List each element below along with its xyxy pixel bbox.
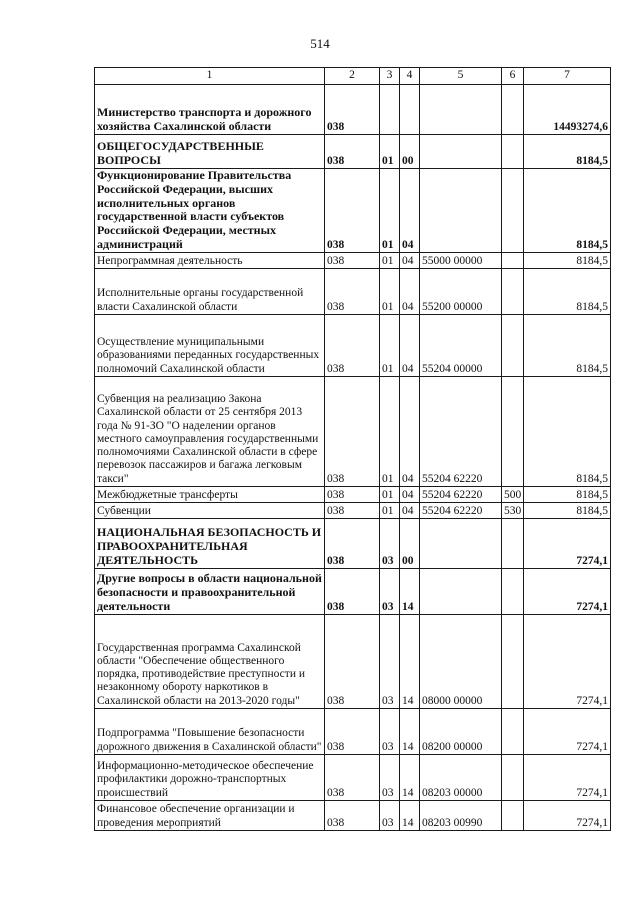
row-pr: 04 bbox=[400, 314, 420, 376]
table-row bbox=[95, 568, 611, 614]
header-col-6: 6 bbox=[502, 68, 524, 85]
row-name: Информационно-методическое обеспечение профилактики дорожно-транспортных происшествий bbox=[95, 754, 325, 800]
row-ved: 038 bbox=[325, 518, 380, 568]
row-vr bbox=[502, 518, 524, 568]
row-sum: 8184,5 bbox=[524, 314, 611, 376]
row-pr: 04 bbox=[400, 169, 420, 253]
table-row bbox=[95, 85, 611, 135]
row-pr: 00 bbox=[400, 135, 420, 169]
row-rz: 03 bbox=[380, 518, 400, 568]
row-sum: 7274,1 bbox=[524, 518, 611, 568]
row-rz: 01 bbox=[380, 135, 400, 169]
row-name: НАЦИОНАЛЬНАЯ БЕЗОПАСНОСТЬ И ПРАВООХРАНИТЕЛЬНАЯ ДЕЯТЕЛЬНОСТЬ bbox=[95, 518, 325, 568]
row-rz: 03 bbox=[380, 800, 400, 830]
row-pr: 14 bbox=[400, 708, 420, 754]
header-col-2: 2 bbox=[325, 68, 380, 85]
row-name: Государственная программа Сахалинской области "Обеспечение общественного порядка, противодействие преступности и незаконному обороту наркотиков в Сахалинской области на 2013-2020 годы" bbox=[95, 614, 325, 708]
row-name: Финансовое обеспечение организации и проведения мероприятий bbox=[95, 800, 325, 830]
row-vr bbox=[502, 614, 524, 708]
row-pr: 14 bbox=[400, 568, 420, 614]
row-vr bbox=[502, 568, 524, 614]
row-vr bbox=[502, 754, 524, 800]
table-row bbox=[95, 800, 611, 830]
row-csr: 55000 00000 bbox=[420, 252, 502, 268]
row-csr: 08203 00000 bbox=[420, 754, 502, 800]
row-sum: 8184,5 bbox=[524, 135, 611, 169]
row-vr bbox=[502, 135, 524, 169]
row-vr bbox=[502, 169, 524, 253]
row-rz: 03 bbox=[380, 614, 400, 708]
row-ved: 038 bbox=[325, 376, 380, 486]
row-rz: 01 bbox=[380, 502, 400, 518]
table-row bbox=[95, 502, 611, 518]
table-row bbox=[95, 754, 611, 800]
row-csr: 55204 62220 bbox=[420, 486, 502, 502]
row-rz: 01 bbox=[380, 252, 400, 268]
page-number: 514 bbox=[310, 36, 330, 51]
row-name: Другие вопросы в области национальной безопасности и правоохранительной деятельности bbox=[95, 568, 325, 614]
header-col-3: 3 bbox=[380, 68, 400, 85]
row-sum: 8184,5 bbox=[524, 252, 611, 268]
row-ved: 038 bbox=[325, 268, 380, 314]
row-vr bbox=[502, 708, 524, 754]
row-rz: 01 bbox=[380, 486, 400, 502]
row-rz: 03 bbox=[380, 708, 400, 754]
row-sum: 8184,5 bbox=[524, 376, 611, 486]
row-csr bbox=[420, 568, 502, 614]
row-sum: 7274,1 bbox=[524, 614, 611, 708]
row-vr bbox=[502, 314, 524, 376]
row-csr bbox=[420, 169, 502, 253]
row-ved: 038 bbox=[325, 314, 380, 376]
table-row bbox=[95, 169, 611, 253]
row-name: Непрограммная деятельность bbox=[95, 252, 325, 268]
row-name: Осуществление муниципальными образованиями переданных государственных полномочий Сахалинской области bbox=[95, 314, 325, 376]
row-rz: 01 bbox=[380, 169, 400, 253]
header-col-5: 5 bbox=[420, 68, 502, 85]
table-row bbox=[95, 135, 611, 169]
row-ved: 038 bbox=[325, 252, 380, 268]
row-pr bbox=[400, 85, 420, 135]
row-csr: 55204 00000 bbox=[420, 314, 502, 376]
row-ved: 038 bbox=[325, 754, 380, 800]
row-ved: 038 bbox=[325, 568, 380, 614]
row-ved: 038 bbox=[325, 708, 380, 754]
table-row bbox=[95, 252, 611, 268]
row-ved: 038 bbox=[325, 85, 380, 135]
row-vr: 530 bbox=[502, 502, 524, 518]
table-row bbox=[95, 708, 611, 754]
row-ved: 038 bbox=[325, 614, 380, 708]
table-row bbox=[95, 376, 611, 486]
row-name: Подпрограмма "Повышение безопасности дорожного движения в Сахалинской области" bbox=[95, 708, 325, 754]
row-pr: 04 bbox=[400, 376, 420, 486]
row-sum: 8184,5 bbox=[524, 169, 611, 253]
table-row bbox=[95, 314, 611, 376]
budget-table bbox=[94, 67, 611, 831]
row-csr bbox=[420, 518, 502, 568]
row-vr bbox=[502, 800, 524, 830]
row-rz: 03 bbox=[380, 754, 400, 800]
row-pr: 04 bbox=[400, 486, 420, 502]
row-pr: 14 bbox=[400, 614, 420, 708]
table-row bbox=[95, 268, 611, 314]
row-csr: 55204 62220 bbox=[420, 502, 502, 518]
row-csr bbox=[420, 135, 502, 169]
row-pr: 04 bbox=[400, 502, 420, 518]
header-col-1: 1 bbox=[95, 68, 325, 85]
row-pr: 14 bbox=[400, 800, 420, 830]
row-pr: 04 bbox=[400, 252, 420, 268]
table-row bbox=[95, 518, 611, 568]
row-sum: 8184,5 bbox=[524, 502, 611, 518]
row-name: Субвенции bbox=[95, 502, 325, 518]
row-ved: 038 bbox=[325, 502, 380, 518]
row-sum: 7274,1 bbox=[524, 568, 611, 614]
row-csr: 08000 00000 bbox=[420, 614, 502, 708]
row-sum: 8184,5 bbox=[524, 268, 611, 314]
row-rz: 03 bbox=[380, 568, 400, 614]
row-sum: 14493274,6 bbox=[524, 85, 611, 135]
row-vr bbox=[502, 252, 524, 268]
row-rz: 01 bbox=[380, 268, 400, 314]
header-row bbox=[95, 68, 611, 85]
row-csr: 08200 00000 bbox=[420, 708, 502, 754]
row-csr: 08203 00990 bbox=[420, 800, 502, 830]
row-vr bbox=[502, 376, 524, 486]
row-pr: 00 bbox=[400, 518, 420, 568]
row-vr bbox=[502, 85, 524, 135]
row-name: Субвенция на реализацию Закона Сахалинской области от 25 сентября 2013 года № 91-ЗО "О наделении органов местного самоуправления государственными полномочиями Сахалинской области в сфере перевозок пассажиров и багажа легковым такси" bbox=[95, 376, 325, 486]
row-ved: 038 bbox=[325, 800, 380, 830]
row-vr bbox=[502, 268, 524, 314]
header-col-4: 4 bbox=[400, 68, 420, 85]
row-name: Функционирование Правительства Российской Федерации, высших исполнительных органов государственной власти субъектов Российской Федерации, местных администраций bbox=[95, 169, 325, 253]
header-col-7: 7 bbox=[524, 68, 611, 85]
row-sum: 7274,1 bbox=[524, 708, 611, 754]
row-rz: 01 bbox=[380, 376, 400, 486]
row-pr: 14 bbox=[400, 754, 420, 800]
row-sum: 7274,1 bbox=[524, 800, 611, 830]
row-name: ОБЩЕГОСУДАРСТВЕННЫЕ ВОПРОСЫ bbox=[95, 135, 325, 169]
row-ved: 038 bbox=[325, 135, 380, 169]
table-row bbox=[95, 614, 611, 708]
table-row bbox=[95, 486, 611, 502]
row-csr bbox=[420, 85, 502, 135]
row-vr: 500 bbox=[502, 486, 524, 502]
row-sum: 7274,1 bbox=[524, 754, 611, 800]
row-name: Межбюджетные трансферты bbox=[95, 486, 325, 502]
row-rz: 01 bbox=[380, 314, 400, 376]
row-sum: 8184,5 bbox=[524, 486, 611, 502]
row-csr: 55204 62220 bbox=[420, 376, 502, 486]
row-pr: 04 bbox=[400, 268, 420, 314]
row-ved: 038 bbox=[325, 486, 380, 502]
row-name: Министерство транспорта и дорожного хозяйства Сахалинской области bbox=[95, 85, 325, 135]
row-csr: 55200 00000 bbox=[420, 268, 502, 314]
row-ved: 038 bbox=[325, 169, 380, 253]
row-rz bbox=[380, 85, 400, 135]
row-name: Исполнительные органы государственной власти Сахалинской области bbox=[95, 268, 325, 314]
